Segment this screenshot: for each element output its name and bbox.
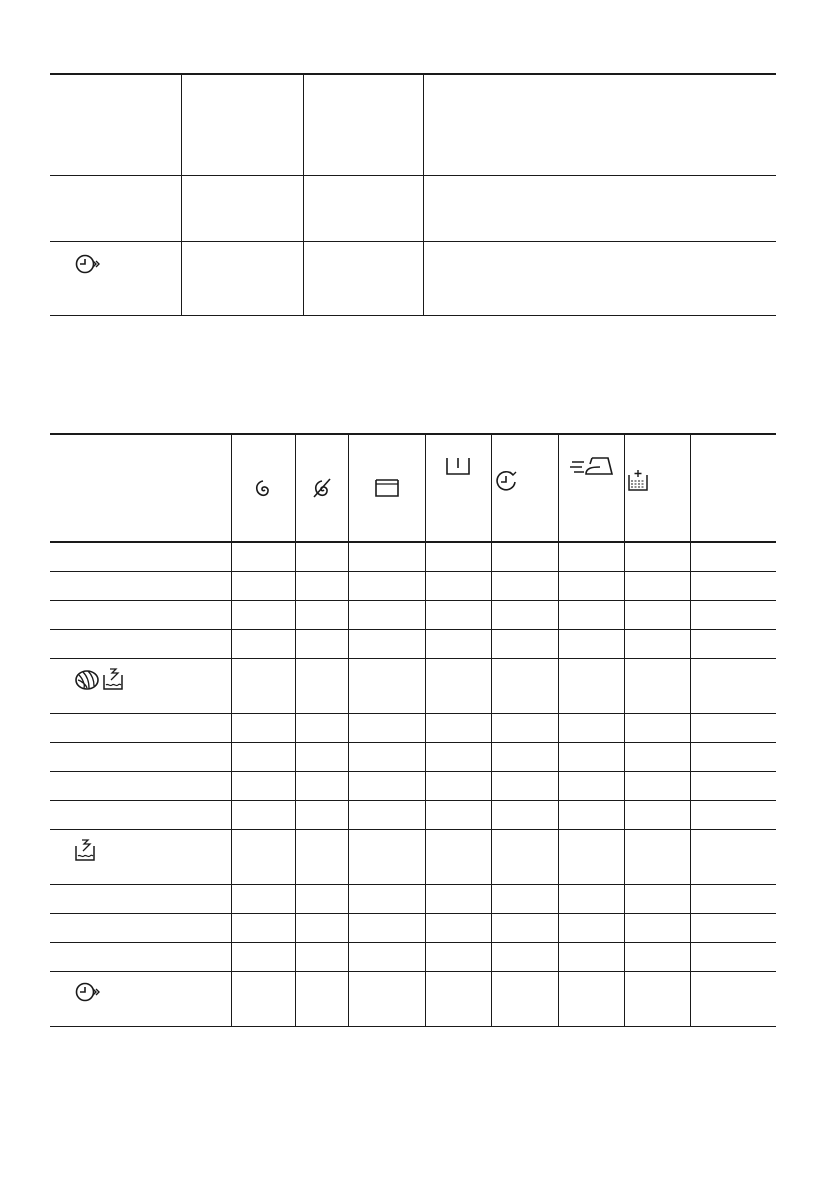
table-cell (491, 800, 558, 829)
table-cell (348, 971, 425, 1026)
table-cell (425, 829, 491, 884)
table-cell (181, 175, 303, 241)
table-cell (558, 742, 624, 771)
table-cell (348, 942, 425, 971)
table-cell (181, 74, 303, 175)
table-cell (491, 913, 558, 942)
table-cell (491, 829, 558, 884)
table-cell (423, 241, 776, 315)
table-row (50, 884, 776, 913)
table-cell (425, 800, 491, 829)
table-cell (624, 542, 690, 571)
table-cell (50, 913, 231, 942)
table-cell (50, 629, 231, 658)
table-cell (425, 884, 491, 913)
table-cell (558, 800, 624, 829)
table-cell (231, 829, 295, 884)
table-cell (295, 542, 348, 571)
table-row (50, 542, 776, 571)
table-cell (690, 742, 776, 771)
table-cell (558, 434, 624, 542)
table-row (50, 971, 776, 1026)
table-row (50, 800, 776, 829)
table-cell (558, 571, 624, 600)
table-cell (231, 800, 295, 829)
table-cell (491, 971, 558, 1026)
table-row (50, 829, 776, 884)
table-cell (348, 742, 425, 771)
table-cell (50, 434, 231, 542)
table-cell (690, 942, 776, 971)
table-row (50, 600, 776, 629)
table-cell (624, 629, 690, 658)
table-cell (624, 434, 690, 542)
table-cell (425, 913, 491, 942)
table-cell (491, 434, 558, 542)
table-cell (425, 571, 491, 600)
table-cell (231, 942, 295, 971)
table-cell (690, 600, 776, 629)
table-cell (491, 658, 558, 713)
table-cell (425, 658, 491, 713)
table-cell (231, 658, 295, 713)
delay-start-icon (74, 252, 100, 276)
table-cell (348, 600, 425, 629)
table-cell (690, 542, 776, 571)
table-cell (425, 742, 491, 771)
table-row (50, 629, 776, 658)
table-cell (231, 913, 295, 942)
table-cell (348, 658, 425, 713)
table-cell (558, 713, 624, 742)
table-cell (50, 74, 181, 175)
program-description-table (50, 73, 776, 316)
table-cell (231, 971, 295, 1026)
table-cell (50, 542, 231, 571)
table-cell (690, 884, 776, 913)
table-cell (558, 771, 624, 800)
table-cell (690, 971, 776, 1026)
table-cell (624, 829, 690, 884)
table-cell (348, 713, 425, 742)
extra-rinse-icon (627, 469, 649, 493)
table-cell (624, 942, 690, 971)
delay-start-icon (74, 980, 100, 1004)
table-cell (425, 942, 491, 971)
handwash-icon (74, 838, 96, 862)
table-cell (425, 713, 491, 742)
table-cell (50, 971, 231, 1026)
table-cell (690, 713, 776, 742)
table-cell (231, 713, 295, 742)
table-cell (491, 713, 558, 742)
table-cell (50, 884, 231, 913)
table-cell (348, 629, 425, 658)
table-cell (491, 884, 558, 913)
table-cell (491, 771, 558, 800)
table-cell (624, 713, 690, 742)
table-cell (295, 884, 348, 913)
table-cell (348, 800, 425, 829)
table-cell (423, 74, 776, 175)
table-cell (558, 829, 624, 884)
table-cell (491, 600, 558, 629)
table-cell (231, 542, 295, 571)
table-cell (295, 829, 348, 884)
table-cell (348, 542, 425, 571)
table-cell (690, 829, 776, 884)
table-cell (491, 571, 558, 600)
table-cell (295, 434, 348, 542)
table-cell (295, 913, 348, 942)
table-row (50, 742, 776, 771)
table-cell (348, 434, 425, 542)
table-cell (50, 241, 181, 315)
table-cell (690, 571, 776, 600)
table-cell (690, 434, 776, 542)
table-cell (348, 771, 425, 800)
table-cell (348, 829, 425, 884)
no-spin-icon (311, 477, 333, 499)
table-cell (303, 241, 423, 315)
easy-iron-icon (568, 455, 614, 479)
table-row (50, 175, 776, 241)
table-cell (348, 913, 425, 942)
table-cell (425, 542, 491, 571)
table-cell (231, 742, 295, 771)
table-header-row (50, 434, 776, 542)
table-row (50, 713, 776, 742)
table-cell (348, 884, 425, 913)
table-cell (295, 713, 348, 742)
table-cell (558, 913, 624, 942)
table-cell (690, 800, 776, 829)
table-cell (425, 971, 491, 1026)
table-cell (295, 771, 348, 800)
table-cell (50, 713, 231, 742)
table-cell (295, 942, 348, 971)
table-cell (558, 600, 624, 629)
table-cell (50, 800, 231, 829)
table-cell (491, 942, 558, 971)
table-cell (50, 829, 231, 884)
spin-icon (253, 477, 273, 499)
wool-icon (74, 667, 100, 691)
table-cell (690, 771, 776, 800)
table-cell (624, 600, 690, 629)
table-cell (558, 542, 624, 571)
table-cell (624, 800, 690, 829)
table-cell (50, 571, 231, 600)
table-cell (50, 771, 231, 800)
table-cell (303, 74, 423, 175)
table-row (50, 74, 776, 175)
table-cell (425, 771, 491, 800)
table-row (50, 241, 776, 315)
table-cell (231, 571, 295, 600)
program-options-table (50, 433, 776, 1027)
table-row (50, 942, 776, 971)
table-cell (624, 884, 690, 913)
table-cell (181, 241, 303, 315)
table-row (50, 658, 776, 713)
table-cell (624, 771, 690, 800)
table-cell (624, 658, 690, 713)
table-cell (624, 571, 690, 600)
table-cell (231, 884, 295, 913)
table-cell (295, 800, 348, 829)
table-cell (690, 658, 776, 713)
table-row (50, 771, 776, 800)
table-cell (295, 571, 348, 600)
table-cell (425, 600, 491, 629)
table-cell (558, 658, 624, 713)
prewash-icon (445, 455, 471, 477)
table-cell (558, 971, 624, 1026)
table-row (50, 913, 776, 942)
table-cell (624, 971, 690, 1026)
table-cell (231, 771, 295, 800)
table-cell (425, 434, 491, 542)
table-cell (491, 542, 558, 571)
table-cell (423, 175, 776, 241)
table-cell (231, 600, 295, 629)
table-cell (50, 600, 231, 629)
rinse-hold-icon (374, 477, 400, 499)
handwash-icon (102, 667, 124, 691)
table-cell (295, 658, 348, 713)
table-cell (425, 629, 491, 658)
table-cell (558, 884, 624, 913)
table-cell (295, 629, 348, 658)
table-cell (558, 942, 624, 971)
table-cell (50, 658, 231, 713)
table-cell (295, 971, 348, 1026)
table-cell (558, 629, 624, 658)
table-cell (231, 434, 295, 542)
table-cell (231, 629, 295, 658)
table-cell (50, 742, 231, 771)
table-cell (303, 175, 423, 241)
table-cell (624, 913, 690, 942)
table-cell (50, 942, 231, 971)
table-cell (624, 742, 690, 771)
table-cell (295, 742, 348, 771)
table-cell (491, 742, 558, 771)
table-cell (690, 913, 776, 942)
time-save-icon (494, 469, 518, 493)
table-cell (295, 600, 348, 629)
table-cell (690, 629, 776, 658)
table-cell (50, 175, 181, 241)
table-cell (491, 629, 558, 658)
table-cell (348, 571, 425, 600)
table-row (50, 571, 776, 600)
